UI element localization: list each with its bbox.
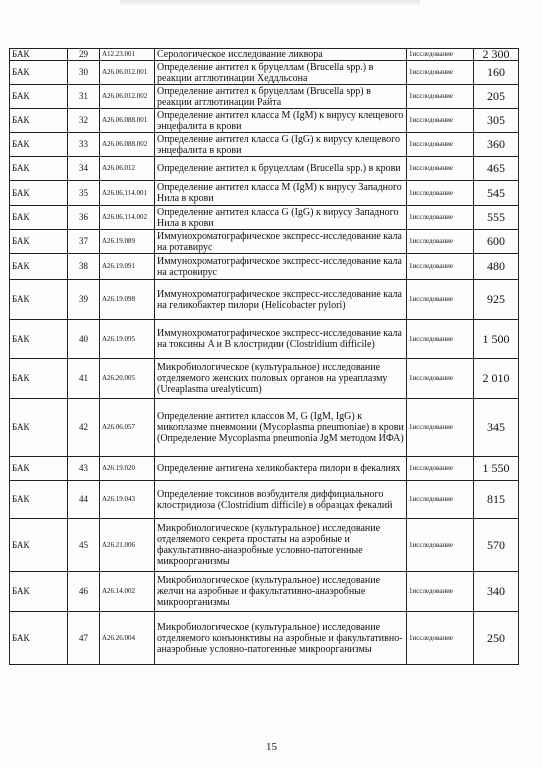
- cell-price: 305: [474, 109, 519, 133]
- table-row: [10, 612, 519, 665]
- cell-unit: 1исследование: [407, 254, 474, 280]
- cell-code: A12.23.001: [100, 49, 155, 61]
- cell-service-name: Определение антител класса G (IgG) к вирусу клещевого энцефалита в крови: [155, 133, 407, 157]
- table-row: [10, 133, 519, 157]
- cell-price: 360: [474, 133, 519, 157]
- cell-price: 480: [474, 254, 519, 280]
- cell-code: A26.19.043: [100, 481, 155, 519]
- cell-code: A26.06.012.001: [100, 61, 155, 85]
- cell-price: 1 500: [474, 320, 519, 359]
- table-row: [10, 181, 519, 206]
- cell-code: A26.26.004: [100, 612, 155, 665]
- cell-number: 45: [68, 519, 100, 572]
- cell-code: A26.06.114.001: [100, 181, 155, 206]
- table-row: [10, 320, 519, 359]
- cell-unit: 1исследование: [407, 399, 474, 457]
- cell-number: 47: [68, 612, 100, 665]
- cell-number: 32: [68, 109, 100, 133]
- cell-code: A26.19.098: [100, 280, 155, 320]
- table-row: [10, 572, 519, 612]
- price-table-body: [10, 49, 519, 665]
- cell-service-name: Иммунохроматографическое экспресс-исследование кала на геликобактер пилори (Helicobacter pylori): [155, 280, 407, 320]
- cell-category: БАК: [10, 359, 68, 399]
- cell-code: A26.06.088.001: [100, 109, 155, 133]
- cell-category: БАК: [10, 109, 68, 133]
- table-row: [10, 230, 519, 254]
- cell-number: 33: [68, 133, 100, 157]
- cell-number: 37: [68, 230, 100, 254]
- cell-number: 41: [68, 359, 100, 399]
- cell-price: 815: [474, 481, 519, 519]
- page-number: 15: [266, 741, 277, 753]
- cell-number: 35: [68, 181, 100, 206]
- cell-code: A26.06.057: [100, 399, 155, 457]
- cell-price: 925: [474, 280, 519, 320]
- cell-category: БАК: [10, 457, 68, 481]
- cell-code: A26.19.091: [100, 254, 155, 280]
- cell-number: 46: [68, 572, 100, 612]
- cell-number: 38: [68, 254, 100, 280]
- cell-unit: 1исследование: [407, 157, 474, 181]
- cell-service-name: Микробиологическое (культуральное) исследование желчи на аэробные и факультативно-анаэробные микроорганизмы: [155, 572, 407, 612]
- cell-category: БАК: [10, 61, 68, 85]
- cell-price: 1 550: [474, 457, 519, 481]
- cell-category: БАК: [10, 320, 68, 359]
- cell-service-name: Определение антител к бруцеллам (Brucella spp.) в крови: [155, 157, 407, 181]
- cell-category: БАК: [10, 399, 68, 457]
- cell-unit: 1исследование: [407, 49, 474, 61]
- table-row: [10, 519, 519, 572]
- cell-number: 36: [68, 206, 100, 230]
- cell-price: 205: [474, 85, 519, 109]
- table-row: [10, 280, 519, 320]
- cell-unit: 1исследование: [407, 519, 474, 572]
- cell-unit: 1исследование: [407, 457, 474, 481]
- cell-service-name: Определение антител класса M (IgM) к вирусу клещевого энцефалита в крови: [155, 109, 407, 133]
- scan-shadow: [120, 0, 420, 6]
- cell-service-name: Определение антител к бруцеллам (Brucella spp) в реакции агглютинации Райта: [155, 85, 407, 109]
- cell-price: 555: [474, 206, 519, 230]
- cell-unit: 1исследование: [407, 320, 474, 359]
- cell-price: 570: [474, 519, 519, 572]
- cell-category: БАК: [10, 206, 68, 230]
- table-row: [10, 49, 519, 61]
- cell-service-name: Определение антител класса G (IgG) к вирусу Западного Нила в крови: [155, 206, 407, 230]
- cell-number: 29: [68, 49, 100, 61]
- cell-price: 250: [474, 612, 519, 665]
- cell-price: 2 010: [474, 359, 519, 399]
- cell-service-name: Иммунохроматографическое экспресс-исследование кала на астровирус: [155, 254, 407, 280]
- table-row: [10, 109, 519, 133]
- cell-category: БАК: [10, 519, 68, 572]
- cell-service-name: Микробиологическое (культуральное) исследование отделяемого женских половых органов на уреаплазму (Ureaplasma urealyticum): [155, 359, 407, 399]
- table-row: [10, 254, 519, 280]
- cell-price: 600: [474, 230, 519, 254]
- cell-unit: 1исследование: [407, 85, 474, 109]
- cell-category: БАК: [10, 181, 68, 206]
- cell-price: 345: [474, 399, 519, 457]
- cell-code: A26.06.114.002: [100, 206, 155, 230]
- cell-code: A26.19.089: [100, 230, 155, 254]
- cell-service-name: Определение антител класса M (IgM) к вирусу Западного Нила в крови: [155, 181, 407, 206]
- cell-unit: 1исследование: [407, 109, 474, 133]
- table-row: [10, 206, 519, 230]
- table-row: [10, 481, 519, 519]
- cell-category: БАК: [10, 481, 68, 519]
- cell-category: БАК: [10, 133, 68, 157]
- cell-service-name: Микробиологическое (культуральное) исследование отделяемого секрета простаты на аэробные и факультативно-анаэробные условно-патогенные микроорганизмы: [155, 519, 407, 572]
- cell-service-name: Определение антител к бруцеллам (Brucella spp.) в реакции агглютинации Хеддльсона: [155, 61, 407, 85]
- table-row: [10, 359, 519, 399]
- cell-price: 545: [474, 181, 519, 206]
- cell-price: 160: [474, 61, 519, 85]
- cell-category: БАК: [10, 230, 68, 254]
- table-row: [10, 85, 519, 109]
- cell-service-name: Определение токсинов возбудителя диффициального клостридиоза (Clostridium difficile) в образцах фекалий: [155, 481, 407, 519]
- cell-number: 39: [68, 280, 100, 320]
- table-row: [10, 157, 519, 181]
- cell-code: A26.19.095: [100, 320, 155, 359]
- cell-service-name: Иммунохроматографическое экспресс-исследование кала на токсины A и B клостридии (Clostridium difficile): [155, 320, 407, 359]
- table-row: [10, 61, 519, 85]
- cell-unit: 1исследование: [407, 481, 474, 519]
- cell-number: 43: [68, 457, 100, 481]
- cell-unit: 1исследование: [407, 206, 474, 230]
- cell-service-name: Микробиологическое (культуральное) исследование отделяемого конъюнктивы на аэробные и факультативно-анаэробные условно-патогенные микроорганизмы: [155, 612, 407, 665]
- cell-number: 42: [68, 399, 100, 457]
- cell-code: A26.06.012.002: [100, 85, 155, 109]
- table-row: [10, 457, 519, 481]
- cell-code: A26.06.012: [100, 157, 155, 181]
- cell-service-name: Иммунохроматографическое экспресс-исследование кала на ротавирус: [155, 230, 407, 254]
- cell-service-name: Серологическое исследование ликвора: [155, 49, 407, 61]
- cell-category: БАК: [10, 85, 68, 109]
- cell-code: A26.14.002: [100, 572, 155, 612]
- cell-number: 34: [68, 157, 100, 181]
- cell-category: БАК: [10, 157, 68, 181]
- cell-number: 30: [68, 61, 100, 85]
- cell-number: 40: [68, 320, 100, 359]
- cell-category: БАК: [10, 254, 68, 280]
- cell-category: БАК: [10, 612, 68, 665]
- cell-code: A26.21.006: [100, 519, 155, 572]
- cell-category: БАК: [10, 49, 68, 61]
- cell-unit: 1исследование: [407, 133, 474, 157]
- cell-price: 465: [474, 157, 519, 181]
- cell-category: БАК: [10, 280, 68, 320]
- price-table: [9, 48, 519, 665]
- cell-unit: 1исследование: [407, 61, 474, 85]
- cell-unit: 1исследование: [407, 359, 474, 399]
- cell-price: 2 300: [474, 49, 519, 61]
- cell-code: A26.06.088.002: [100, 133, 155, 157]
- cell-unit: 1исследование: [407, 280, 474, 320]
- cell-code: A26.19.020: [100, 457, 155, 481]
- cell-price: 340: [474, 572, 519, 612]
- cell-unit: 1исследование: [407, 612, 474, 665]
- cell-unit: 1исследование: [407, 230, 474, 254]
- cell-service-name: Определение антигена хеликобактера пилори в фекалиях: [155, 457, 407, 481]
- table-row: [10, 399, 519, 457]
- cell-code: A26.20.005: [100, 359, 155, 399]
- cell-number: 44: [68, 481, 100, 519]
- cell-category: БАК: [10, 572, 68, 612]
- cell-unit: 1исследование: [407, 572, 474, 612]
- cell-number: 31: [68, 85, 100, 109]
- cell-unit: 1исследование: [407, 181, 474, 206]
- cell-service-name: Определение антител классов M, G (IgM, IgG) к микоплазме пневмонии (Mycoplasma pneumoniae) в крови (Определение Mycoplasma pneumonia JgM методом ИФА): [155, 399, 407, 457]
